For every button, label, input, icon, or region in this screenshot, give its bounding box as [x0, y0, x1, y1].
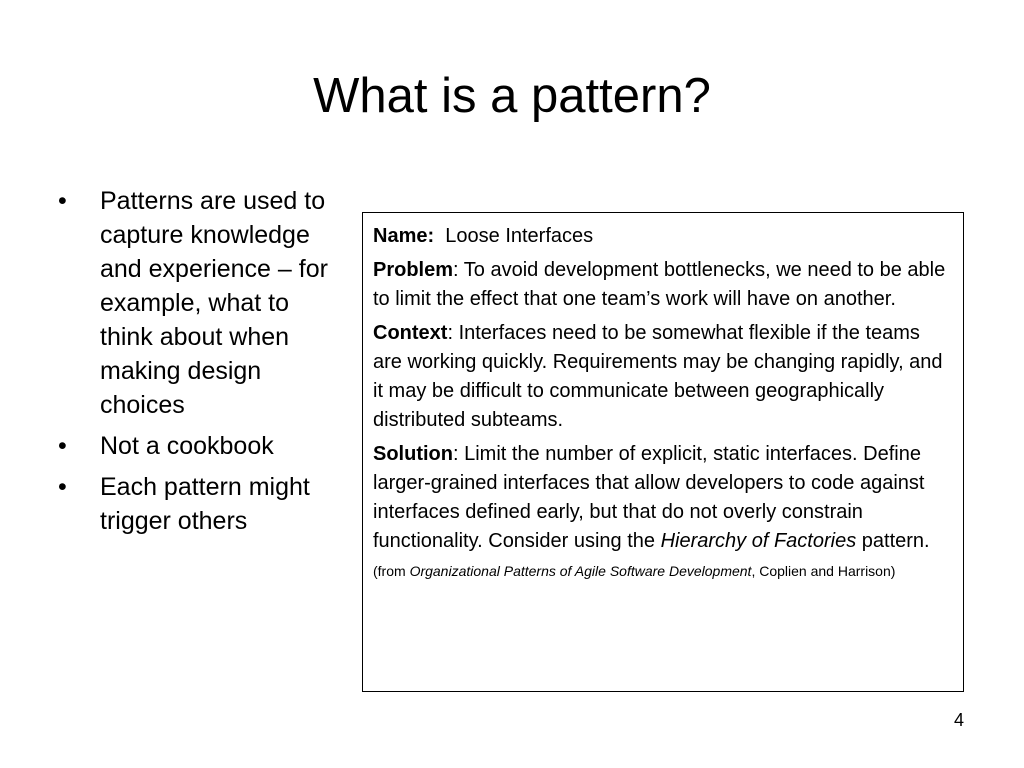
- pattern-citation: [373, 561, 953, 581]
- pattern-solution: [373, 440, 953, 556]
- problem-label: Problem: [373, 259, 454, 281]
- pattern-context: [373, 319, 953, 435]
- bullet-icon: •: [58, 473, 67, 501]
- solution-label: Solution: [373, 443, 453, 465]
- bullet-list: [58, 184, 343, 545]
- bullet-icon: •: [58, 432, 67, 460]
- page-number: 4: [953, 710, 964, 730]
- pattern-name-value: Loose Interfaces: [445, 225, 594, 247]
- problem-text: : To avoid development bottlenecks, we need to be able to limit the effect that one team’s work will have on another.: [373, 259, 946, 310]
- citation-title: Organizational Patterns of Agile Software Development: [409, 563, 752, 579]
- bullet-item: [58, 470, 343, 538]
- bullet-text: Each pattern might trigger others: [100, 473, 310, 535]
- bullet-item: [58, 184, 343, 422]
- context-label: Context: [373, 322, 448, 344]
- citation-post: , Coplien and Harrison): [751, 563, 896, 579]
- bullet-icon: •: [58, 187, 67, 215]
- pattern-name: [373, 222, 953, 251]
- context-text: : Interfaces need to be somewhat flexible if the teams are working quickly. Requirements may be changing rapidly, and it may be difficult to communicate between geographically distributed subteams.: [373, 322, 943, 431]
- bullet-text: Not a cookbook: [100, 432, 274, 460]
- slide-title: What is a pattern?: [313, 69, 711, 123]
- bullet-item: [58, 429, 343, 463]
- citation-pre: (from: [373, 563, 410, 579]
- bullet-text: Patterns are used to capture knowledge and experience – for example, what to think about when making design choices: [100, 187, 328, 419]
- pattern-name-label: Name:: [373, 225, 435, 247]
- solution-text-post: pattern.: [856, 530, 930, 552]
- solution-text-pre: : Limit the number of explicit, static interfaces. Define larger-grained interfaces that allow developers to code against interfaces defined early, but that do not overly constrain functionality. Consider using the: [373, 443, 925, 552]
- pattern-problem: [373, 256, 953, 314]
- solution-italic: Hierarchy of Factories: [660, 530, 857, 552]
- pattern-box: [362, 212, 964, 692]
